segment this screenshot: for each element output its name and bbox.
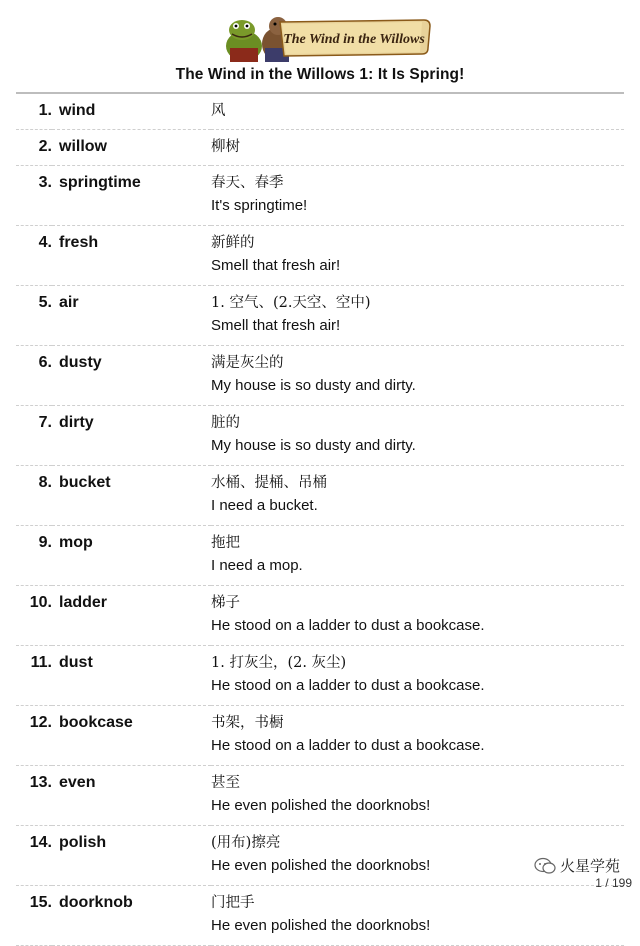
vocab-definition	[211, 526, 624, 586]
vocab-number	[16, 586, 52, 646]
vocab-word	[52, 226, 211, 286]
vocab-row	[16, 466, 624, 526]
vocab-word-text: doorknob	[59, 894, 133, 911]
chinese-meaning: 脏的	[211, 415, 240, 431]
vocab-number-text: 7.	[38, 414, 52, 431]
vocab-word	[52, 346, 211, 406]
vocab-word-text: dirty	[59, 414, 94, 431]
vocab-word-text: dusty	[59, 354, 102, 371]
chinese-meaning: 水桶、提桶、吊桶	[211, 475, 327, 491]
vocab-word	[52, 130, 211, 166]
chinese-meaning: 拖把	[211, 535, 240, 551]
vocab-number	[16, 826, 52, 886]
example-sentence: I need a bucket.	[211, 497, 318, 514]
vocab-row	[16, 766, 624, 826]
vocab-number-text: 6.	[38, 354, 52, 371]
vocab-number-text: 12.	[29, 714, 52, 731]
vocab-definition	[211, 226, 624, 286]
example-sentence: He even polished the doorknobs!	[211, 857, 431, 874]
vocab-number-text: 14.	[29, 834, 52, 851]
vocab-row	[16, 93, 624, 130]
vocab-word-text: mop	[59, 534, 93, 551]
vocab-word	[52, 466, 211, 526]
vocab-number-text: 15.	[29, 894, 52, 911]
vocab-row	[16, 526, 624, 586]
vocab-row	[16, 826, 624, 886]
chinese-meaning: 甚至	[211, 775, 240, 791]
vocab-row	[16, 286, 624, 346]
vocab-number	[16, 286, 52, 346]
vocab-row	[16, 166, 624, 226]
vocab-definition	[211, 586, 624, 646]
vocab-word-text: springtime	[59, 174, 141, 191]
vocab-number-text: 2.	[38, 138, 52, 155]
chinese-meaning: 门把手	[211, 895, 255, 911]
vocab-word-text: polish	[59, 834, 107, 851]
chinese-meaning: (用布)擦亮	[211, 835, 281, 851]
vocab-word-text: fresh	[59, 234, 99, 251]
example-sentence: My house is so dusty and dirty.	[211, 377, 416, 394]
vocabulary-table	[16, 92, 624, 946]
vocab-number	[16, 646, 52, 706]
example-sentence: Smell that fresh air!	[211, 257, 341, 274]
vocab-number	[16, 226, 52, 286]
example-sentence: He even polished the doorknobs!	[211, 917, 431, 934]
example-sentence: Smell that fresh air!	[211, 317, 341, 334]
example-sentence: My house is so dusty and dirty.	[211, 437, 416, 454]
vocab-word-text: even	[59, 774, 96, 791]
vocab-row	[16, 646, 624, 706]
vocab-word-text: dust	[59, 654, 93, 671]
vocab-row	[16, 586, 624, 646]
vocab-word	[52, 526, 211, 586]
example-sentence: I need a mop.	[211, 557, 303, 574]
vocab-definition	[211, 466, 624, 526]
example-sentence: He stood on a ladder to dust a bookcase.	[211, 677, 485, 694]
vocab-number-text: 1.	[38, 102, 52, 119]
vocab-number-text: 10.	[29, 594, 52, 611]
vocab-number	[16, 130, 52, 166]
example-sentence: He even polished the doorknobs!	[211, 797, 431, 814]
vocab-word	[52, 826, 211, 886]
vocab-definition	[211, 706, 624, 766]
vocab-number	[16, 166, 52, 226]
vocab-number-text: 3.	[38, 174, 52, 191]
chinese-meaning: 梯子	[211, 595, 240, 611]
vocab-number-text: 8.	[38, 474, 52, 491]
example-sentence: It's springtime!	[211, 197, 308, 214]
vocab-number-text: 11.	[30, 654, 52, 671]
chinese-meaning: 风	[211, 103, 226, 119]
vocab-row	[16, 706, 624, 766]
footer-brand	[534, 855, 620, 876]
vocab-word-text: bookcase	[59, 714, 133, 731]
wechat-icon	[534, 857, 556, 875]
vocab-number	[16, 466, 52, 526]
vocab-definition	[211, 346, 624, 406]
vocab-definition	[211, 130, 624, 166]
vocab-word	[52, 406, 211, 466]
vocab-word	[52, 286, 211, 346]
chinese-meaning: 春天、春季	[211, 175, 284, 191]
chinese-meaning: 1. 空气、(2.天空、空中)	[211, 295, 371, 311]
vocab-definition	[211, 766, 624, 826]
vocab-row	[16, 406, 624, 466]
vocab-word	[52, 93, 211, 130]
book-logo	[218, 12, 432, 64]
vocab-number	[16, 706, 52, 766]
vocab-definition	[211, 646, 624, 706]
chinese-meaning: 1. 打灰尘，(2. 灰尘)	[211, 655, 347, 671]
vocab-word	[52, 166, 211, 226]
vocab-definition	[211, 93, 624, 130]
chinese-meaning: 书架，书橱	[211, 715, 284, 731]
vocab-word-text: air	[59, 294, 79, 311]
chinese-meaning: 满是灰尘的	[211, 355, 284, 371]
vocab-word-text: bucket	[59, 474, 111, 491]
vocab-word	[52, 706, 211, 766]
vocab-word	[52, 646, 211, 706]
vocab-word	[52, 586, 211, 646]
vocab-number-text: 5.	[38, 294, 52, 311]
vocab-number	[16, 93, 52, 130]
vocab-number-text: 9.	[38, 534, 52, 551]
vocab-definition	[211, 406, 624, 466]
vocab-row	[16, 226, 624, 286]
vocab-number-text: 13.	[29, 774, 52, 791]
vocab-word-text: ladder	[59, 594, 108, 611]
vocab-number	[16, 766, 52, 826]
example-sentence: He stood on a ladder to dust a bookcase.	[211, 737, 485, 754]
page-title: The Wind in the Willows 1: It Is Spring!	[175, 66, 465, 83]
chinese-meaning: 新鲜的	[211, 235, 255, 251]
example-sentence: He stood on a ladder to dust a bookcase.	[211, 617, 485, 634]
vocab-word-text: wind	[59, 102, 96, 119]
page-number: 1 / 199	[595, 876, 632, 890]
vocab-number	[16, 346, 52, 406]
vocab-row	[16, 130, 624, 166]
vocab-definition	[211, 286, 624, 346]
logo-text: The Wind in the Willows	[283, 32, 425, 47]
brand-name: 火星学苑	[559, 858, 620, 875]
vocab-number	[16, 526, 52, 586]
chinese-meaning: 柳树	[211, 139, 240, 155]
vocab-word	[52, 766, 211, 826]
vocab-number-text: 4.	[38, 234, 52, 251]
vocab-word-text: willow	[59, 138, 107, 155]
vocab-row	[16, 346, 624, 406]
vocab-number	[16, 406, 52, 466]
vocab-definition	[211, 166, 624, 226]
